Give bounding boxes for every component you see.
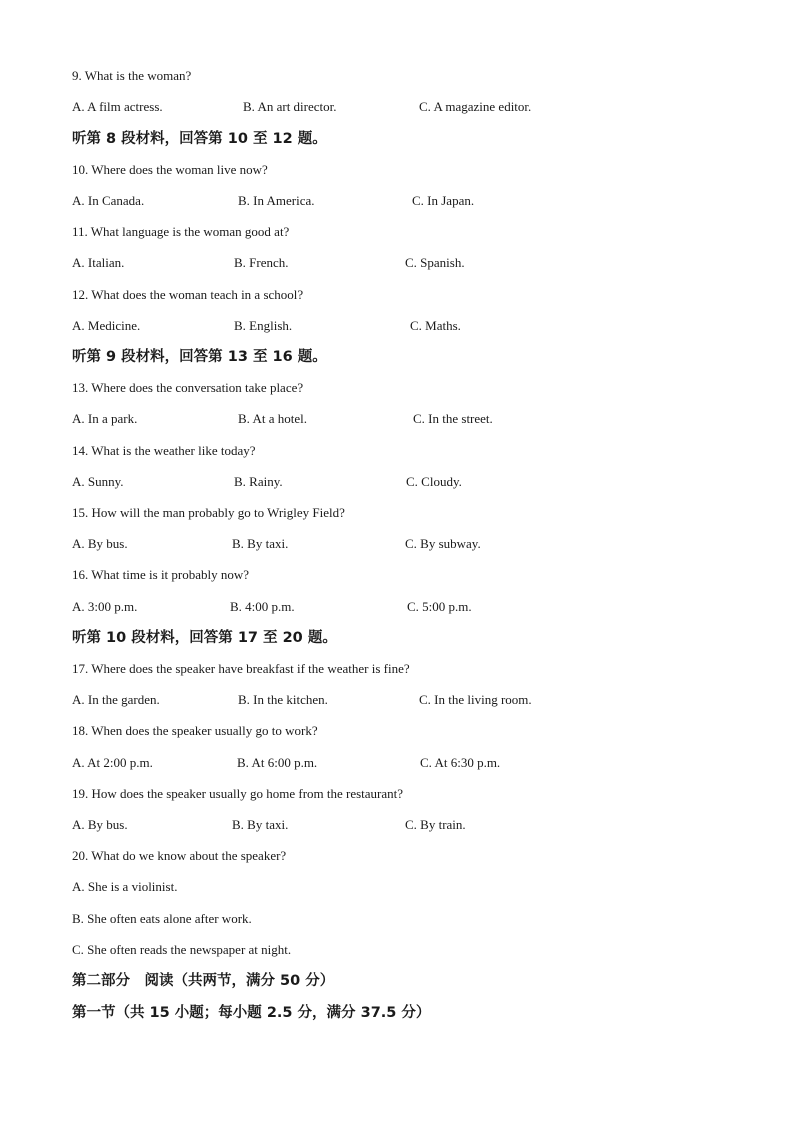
option-18c: C. At 6:30 p.m. <box>420 755 501 770</box>
question-19: 19. How does the speaker usually go home from the restaurant? <box>72 786 404 801</box>
options-18 <box>72 753 722 773</box>
options-12 <box>72 316 722 336</box>
part-two-heading: 第二部分 阅读（共两节，满分 50 分） <box>72 973 335 989</box>
section-heading-9: 听第 9 段材料，回答第 13 至 16 题。 <box>72 349 327 365</box>
option-19c: C. By train. <box>405 817 466 832</box>
option-9b: B. An art director. <box>243 99 337 114</box>
option-9a: A. A film actress. <box>72 99 163 114</box>
options-16 <box>72 597 722 617</box>
option-15b: B. By taxi. <box>232 536 289 551</box>
option-12b: B. English. <box>234 318 293 333</box>
question-13: 13. Where does the conversation take place? <box>72 380 304 395</box>
question-17: 17. Where does the speaker have breakfast if the weather is fine? <box>72 661 410 676</box>
option-20a: A. She is a violinist. <box>72 879 178 894</box>
option-18a: A. At 2:00 p.m. <box>72 755 153 770</box>
option-14c: C. Cloudy. <box>406 474 462 489</box>
option-15a: A. By bus. <box>72 536 128 551</box>
option-17a: A. In the garden. <box>72 692 160 707</box>
option-20b: B. She often eats alone after work. <box>72 911 252 926</box>
question-12: 12. What does the woman teach in a school? <box>72 287 304 302</box>
option-14b: B. Rainy. <box>234 474 283 489</box>
option-17b: B. In the kitchen. <box>238 692 328 707</box>
section-one-heading: 第一节（共 15 小题；每小题 2.5 分，满分 37.5 分） <box>72 1005 431 1021</box>
option-16b: B. 4:00 p.m. <box>230 599 295 614</box>
option-10c: C. In Japan. <box>412 193 475 208</box>
question-14: 14. What is the weather like today? <box>72 443 256 458</box>
option-11c: C. Spanish. <box>405 255 465 270</box>
option-19a: A. By bus. <box>72 817 128 832</box>
option-11b: B. French. <box>234 255 289 270</box>
option-12a: A. Medicine. <box>72 318 141 333</box>
options-15 <box>72 534 722 554</box>
option-18b: B. At 6:00 p.m. <box>237 755 318 770</box>
option-17c: C. In the living room. <box>419 692 532 707</box>
option-11a: A. Italian. <box>72 255 125 270</box>
question-16: 16. What time is it probably now? <box>72 567 250 582</box>
option-10a: A. In Canada. <box>72 193 145 208</box>
option-15c: C. By subway. <box>405 536 481 551</box>
section-heading-8: 听第 8 段材料，回答第 10 至 12 题。 <box>72 131 327 147</box>
option-9c: C. A magazine editor. <box>419 99 532 114</box>
question-15: 15. How will the man probably go to Wrigley Field? <box>72 505 345 520</box>
options-17 <box>72 690 722 710</box>
question-18: 18. When does the speaker usually go to work? <box>72 723 318 738</box>
options-10 <box>72 191 722 211</box>
question-10: 10. Where does the woman live now? <box>72 162 268 177</box>
option-20c: C. She often reads the newspaper at night. <box>72 942 292 957</box>
options-19 <box>72 815 722 835</box>
question-20: 20. What do we know about the speaker? <box>72 848 287 863</box>
options-14 <box>72 472 722 492</box>
option-13a: A. In a park. <box>72 411 138 426</box>
question-11: 11. What language is the woman good at? <box>72 224 290 239</box>
option-14a: A. Sunny. <box>72 474 124 489</box>
options-9 <box>72 97 722 117</box>
section-heading-10: 听第 10 段材料，回答第 17 至 20 题。 <box>72 630 337 646</box>
question-9: 9. What is the woman? <box>72 68 192 83</box>
option-16c: C. 5:00 p.m. <box>407 599 472 614</box>
option-13b: B. At a hotel. <box>238 411 307 426</box>
option-13c: C. In the street. <box>413 411 493 426</box>
option-10b: B. In America. <box>238 193 315 208</box>
options-13 <box>72 409 722 429</box>
option-16a: A. 3:00 p.m. <box>72 599 138 614</box>
options-11 <box>72 253 722 273</box>
option-19b: B. By taxi. <box>232 817 289 832</box>
option-12c: C. Maths. <box>410 318 461 333</box>
